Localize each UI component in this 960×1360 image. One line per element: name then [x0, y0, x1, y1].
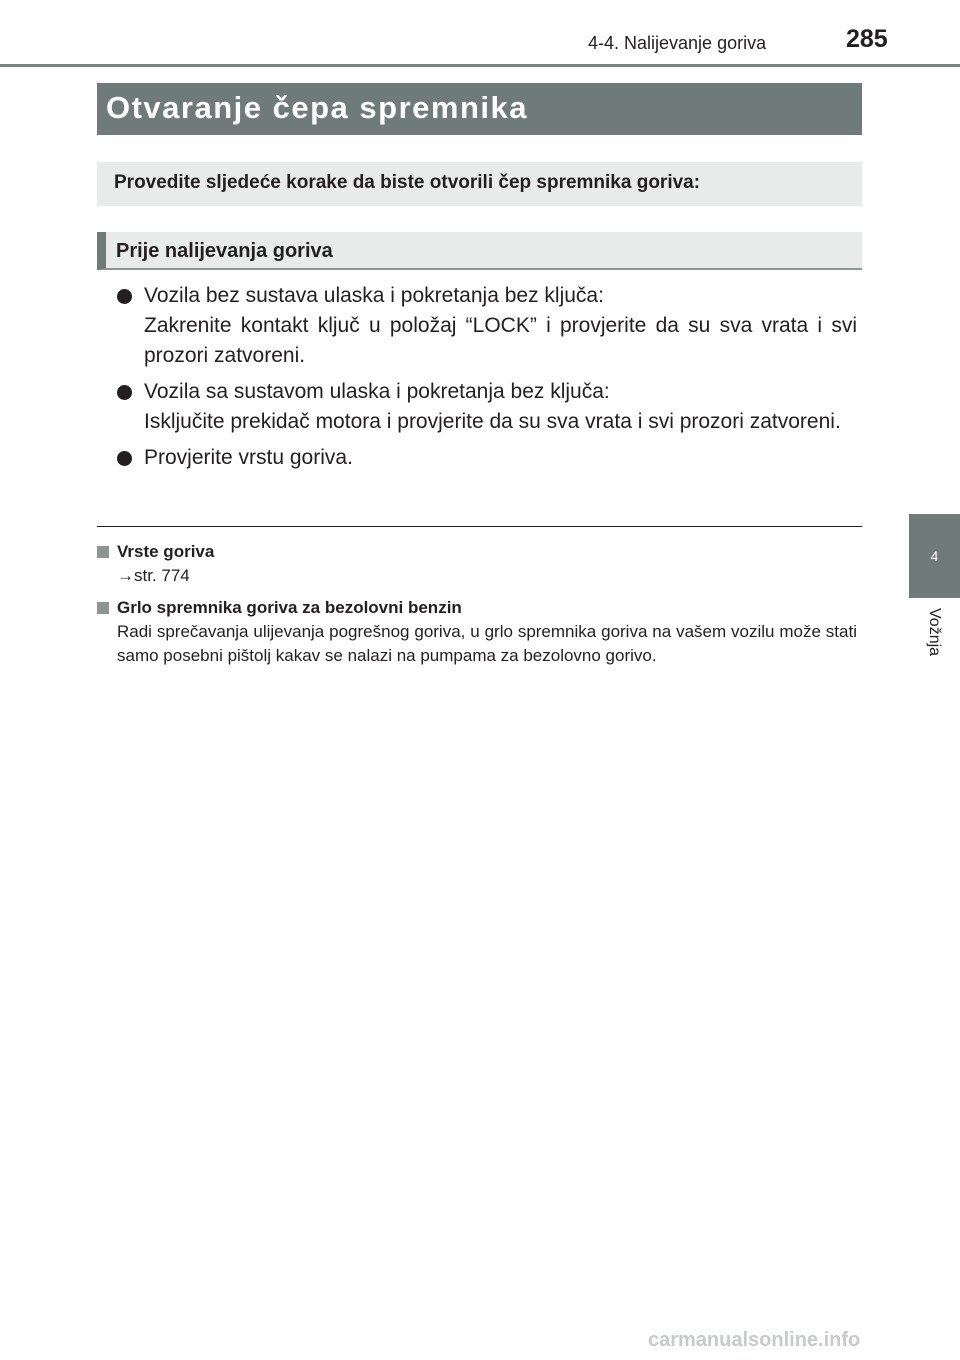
bullet-line: Vozila bez sustava ulaska i pokretanja bez ključa:	[144, 284, 604, 307]
note-heading-text: Vrste goriva	[117, 542, 215, 561]
chapter-label: Vožnja	[926, 608, 943, 657]
bullet-item	[117, 281, 857, 371]
page-title: Otvaranje čepa spremnika	[97, 83, 862, 135]
section-divider	[97, 526, 862, 527]
note-item	[97, 596, 857, 668]
intro-box: Provedite sljedeće korake da biste otvorili čep spremnika goriva:	[97, 162, 862, 206]
notes-list	[97, 540, 857, 676]
bullet-item	[117, 443, 857, 473]
bullet-item	[117, 377, 857, 437]
header-section-title: 4-4. Nalijevanje goriva	[588, 33, 767, 53]
note-heading	[97, 540, 857, 564]
square-bullet-icon	[97, 546, 109, 558]
watermark: carmanualsonline.info	[648, 1329, 861, 1351]
header-rule	[0, 64, 960, 67]
page-number: 285	[846, 25, 888, 53]
note-item	[97, 540, 857, 588]
page-reference-link[interactable]: →str. 774	[117, 566, 190, 585]
bullet-line: Vozila sa sustavom ulaska i pokretanja bez ključa:	[144, 380, 610, 403]
subheading: Prije nalijevanja goriva	[97, 232, 862, 270]
note-heading-text: Grlo spremnika goriva za bezolovni benzin	[117, 598, 462, 617]
bullet-dot-icon	[117, 289, 132, 304]
square-bullet-icon	[97, 602, 109, 614]
chapter-tab	[909, 514, 960, 598]
chapter-number: 4	[930, 548, 939, 564]
bullet-dot-icon	[117, 451, 132, 466]
bullet-line: Provjerite vrstu goriva.	[144, 446, 353, 469]
note-body: Radi sprečavanja ulijevanja pogrešnog goriva, u grlo spremnika goriva na vašem vozilu može stati samo posebni pištolj kakav se nalazi na pumpama za bezolovno gorivo.	[117, 622, 857, 665]
bullet-detail: Zakrenite kontakt ključ u položaj “LOCK” i provjerite da su sva vrata i svi prozori zatvoreni.	[144, 314, 857, 367]
note-heading	[97, 596, 857, 620]
bullet-list	[117, 281, 857, 479]
bullet-dot-icon	[117, 385, 132, 400]
bullet-detail: Isključite prekidač motora i provjerite da su sva vrata i svi prozori zatvoreni.	[144, 410, 841, 433]
